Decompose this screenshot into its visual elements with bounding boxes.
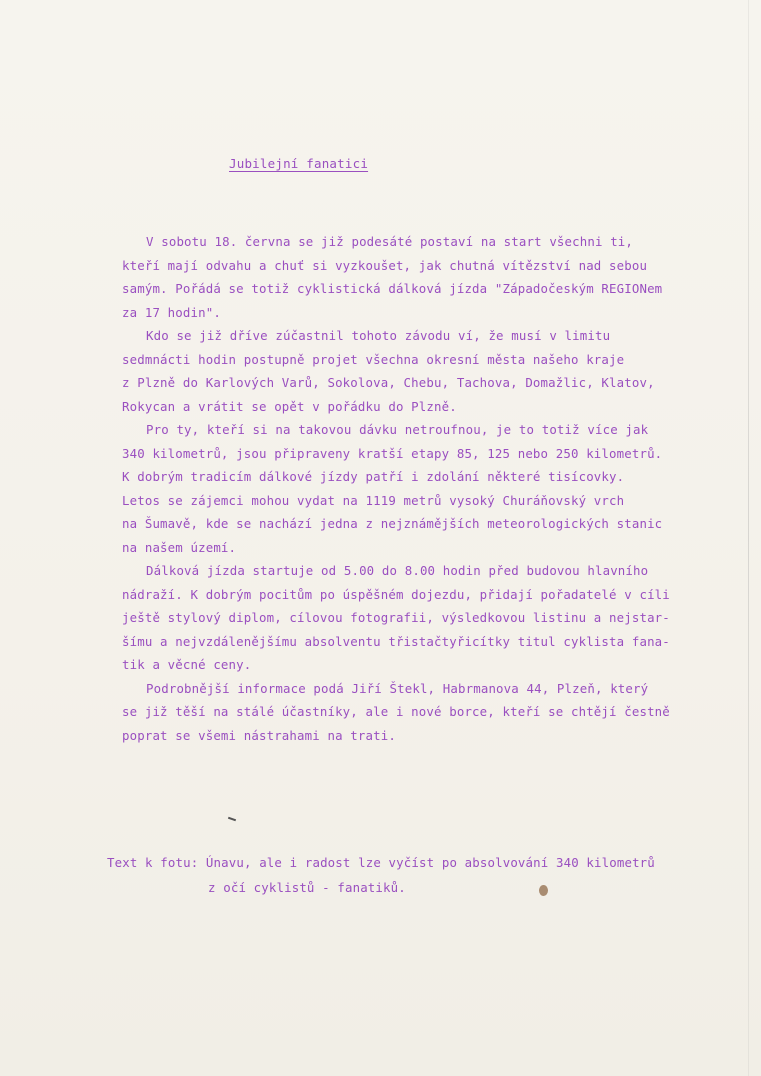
body-line: Rokycan a vrátit se opět v pořádku do Plzně. <box>122 399 457 414</box>
photo-caption-line-1: Text k fotu: Únavu, ale i radost lze vyčíst po absolvování 340 kilometrů <box>107 855 655 870</box>
body-line: Pro ty, kteří si na takovou dávku netroufnou, je to totiž více jak <box>146 422 649 437</box>
stray-ink-mark <box>228 817 236 822</box>
body-line: ještě stylový diplom, cílovou fotografii, výsledkovou listinu a nejstar- <box>122 610 670 625</box>
body-line: Letos se zájemci mohou vydat na 1119 metrů vysoký Churáňovský vrch <box>122 493 625 508</box>
stain-spot <box>539 885 548 896</box>
body-line: Podrobnější informace podá Jiří Štekl, Habrmanova 44, Plzeň, který <box>146 681 649 696</box>
body-line: kteří mají odvahu a chuť si vyzkoušet, jak chutná vítězství nad sebou <box>122 258 648 273</box>
body-line: poprat se všemi nástrahami na trati. <box>122 728 396 743</box>
body-line: sedmnácti hodin postupně projet všechna okresní města našeho kraje <box>122 352 625 367</box>
page-edge-shadow <box>748 0 749 1076</box>
body-line: K dobrým tradicím dálkové jízdy patří i zdolání některé tisícovky. <box>122 469 625 484</box>
photo-caption-line-2: z očí cyklistů - fanatiků. <box>208 880 406 895</box>
body-line: tik a věcné ceny. <box>122 657 252 672</box>
body-line: se již těší na stálé účastníky, ale i nové borce, kteří se chtějí čestně <box>122 704 670 719</box>
body-line: Kdo se již dříve zúčastnil tohoto závodu ví, že musí v limitu <box>146 328 611 343</box>
body-line: nádraží. K dobrým pocitům po úspěšném dojezdu, přidají pořadatelé v cíli <box>122 587 670 602</box>
body-line: za 17 hodin". <box>122 305 221 320</box>
body-line: z Plzně do Karlových Varů, Sokolova, Chebu, Tachova, Domažlic, Klatov, <box>122 375 655 390</box>
body-line: na našem území. <box>122 540 237 555</box>
body-line: šímu a nejvzdálenějšímu absolventu třistačtyřicítky titul cyklista fana- <box>122 634 670 649</box>
body-line: V sobotu 18. června se již podesáté postaví na start všechni ti, <box>146 234 634 249</box>
body-line: samým. Pořádá se totiž cyklistická dálková jízda "Západočeským REGIONem <box>122 281 663 296</box>
body-line: 340 kilometrů, jsou připraveny kratší etapy 85, 125 nebo 250 kilometrů. <box>122 446 663 461</box>
body-line: Dálková jízda startuje od 5.00 do 8.00 hodin před budovou hlavního <box>146 563 649 578</box>
body-line: na Šumavě, kde se nachází jedna z nejznámějších meteorologických stanic <box>122 516 663 531</box>
document-title: Jubilejní fanatici <box>229 156 369 171</box>
